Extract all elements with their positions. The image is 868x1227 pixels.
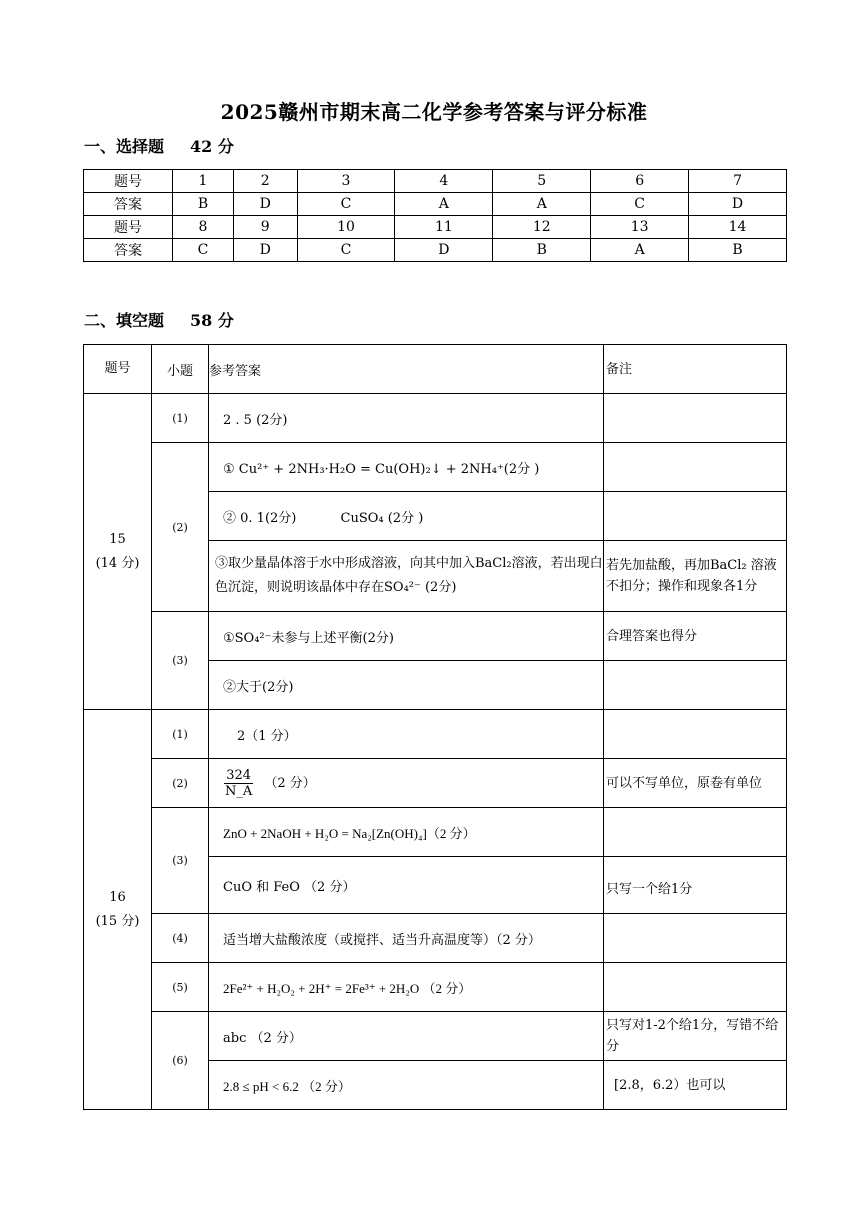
remark-cell [604,661,787,710]
header-remark: 备注 [604,345,787,394]
table-cell: A [395,193,493,216]
question-points: (15 分) [95,913,140,929]
fraction-denominator: N_A [225,783,253,799]
subquestion-label: (2) [152,759,209,808]
subquestion-label: (1) [152,394,209,443]
answer-cell [209,492,604,541]
table-cell: C [173,239,234,262]
table-cell: D [689,193,787,216]
table-cell: C [297,193,395,216]
answer-cell: 适当增大盐酸浓度（或搅拌、适当升高温度等）（2 分） [209,914,604,963]
answer-part: CuSO₄ (2分 ) [340,510,424,526]
table-cell: 10 [297,216,395,239]
answer-cell: ①SO₄²⁻未参与上述平衡(2分) [209,612,604,661]
remark-cell [604,914,787,963]
table-cell: C [591,193,689,216]
table-cell: A [591,239,689,262]
question-number: 15 [109,531,126,547]
answer-cell: 2 . 5 (2分) [209,394,604,443]
section2-title: 二、填空题 [84,311,165,330]
table-cell: 9 [233,216,297,239]
table-row [84,1012,787,1061]
table-cell: 14 [689,216,787,239]
table-row [84,239,787,262]
fraction [223,768,254,799]
section1-score: 42 分 [190,137,234,156]
table-row [84,963,787,1012]
section1-heading [84,134,234,157]
table-row [84,193,787,216]
remark-cell: 只写一个给1分 [604,857,787,914]
answer-cell: 2.8 ≤ pH < 6.2 （2 分） [209,1061,604,1110]
answer-cell: ① Cu²⁺ + 2NH₃·H₂O = Cu(OH)₂↓ + 2NH₄⁺(2分 ) [209,443,604,492]
section1-title: 一、选择题 [84,137,165,156]
table-cell: 5 [493,170,591,193]
table-cell: 6 [591,170,689,193]
table-row [84,759,787,808]
answer-cell: CuO 和 FeO （2 分） [209,857,604,914]
table-cell: D [233,239,297,262]
remark-cell [604,492,787,541]
table-header-row [84,345,787,394]
remark-cell: 只写对1-2个给1分，写错不给分 [604,1012,787,1061]
answer-cell: ②大于(2分) [209,661,604,710]
answer-cell: 2（1 分） [209,710,604,759]
answer-part: ② 0. 1(2分) [223,510,297,526]
answer-cell: 2Fe²⁺ + H₂O₂ + 2H⁺ = 2Fe³⁺ + 2H₂O （2 分） [209,963,604,1012]
remark-cell [604,394,787,443]
answer-cell: ③取少量晶体溶于水中形成溶液，向其中加入BaCl₂溶液，若出现白色沉淀，则说明该晶体中存在SO₄²⁻ (2分) [209,541,604,612]
remark-cell: [2.8，6.2）也可以 [604,1061,787,1110]
table-row [84,216,787,239]
table-cell: D [395,239,493,262]
remark-cell: 合理答案也得分 [604,612,787,661]
section2-heading [84,308,234,331]
question-16 [84,710,152,1110]
subquestion-label: (6) [152,1012,209,1110]
remark-cell [604,963,787,1012]
table-cell: B [689,239,787,262]
table-row [84,914,787,963]
table-row [84,443,787,492]
answer-points: （2 分） [264,775,316,791]
page-title: 2025赣州市期末高二化学参考答案与评分标准 [220,100,648,124]
answer-cell: ZnO + 2NaOH + H₂O = Na₂[Zn(OH)₄]（2 分） [209,808,604,857]
table-cell: C [297,239,395,262]
row-label: 答案 [84,239,173,262]
table-row [84,710,787,759]
table-row [84,170,787,193]
table-cell: 1 [173,170,234,193]
subquestion-label: (5) [152,963,209,1012]
table-cell: B [493,239,591,262]
question-15 [84,394,152,710]
table-cell: 12 [493,216,591,239]
remark-cell [604,443,787,492]
subquestion-label: (1) [152,710,209,759]
section2-score: 58 分 [190,311,234,330]
question-number: 16 [109,889,126,905]
answer-cell [209,759,604,808]
answer-cell: abc （2 分） [209,1012,604,1061]
table-cell: A [493,193,591,216]
row-label: 题号 [84,170,173,193]
header-subquestion: 小题 [152,345,209,394]
fill-in-table [83,344,787,1110]
row-label: 题号 [84,216,173,239]
subquestion-label: (3) [152,612,209,710]
table-cell: 13 [591,216,689,239]
header-answer: 参考答案 [209,345,604,394]
remark-cell [604,808,787,857]
remark-cell [604,710,787,759]
table-cell: 4 [395,170,493,193]
multiple-choice-table [83,169,787,262]
table-row [84,394,787,443]
subquestion-label: (4) [152,914,209,963]
remark-cell: 若先加盐酸，再加BaCl₂ 溶液不扣分；操作和现象各1分 [604,541,787,612]
table-row [84,612,787,661]
table-row [84,808,787,857]
question-points: (14 分) [95,555,140,571]
subquestion-label: (2) [152,443,209,612]
remark-cell: 可以不写单位，原卷有单位 [604,759,787,808]
table-cell: 7 [689,170,787,193]
subquestion-label: (3) [152,808,209,914]
table-cell: B [173,193,234,216]
table-cell: 8 [173,216,234,239]
row-label: 答案 [84,193,173,216]
header-question: 题号 [84,345,152,394]
table-cell: 3 [297,170,395,193]
table-cell: 11 [395,216,493,239]
fraction-numerator: 324 [226,767,252,783]
table-cell: D [233,193,297,216]
table-cell: 2 [233,170,297,193]
